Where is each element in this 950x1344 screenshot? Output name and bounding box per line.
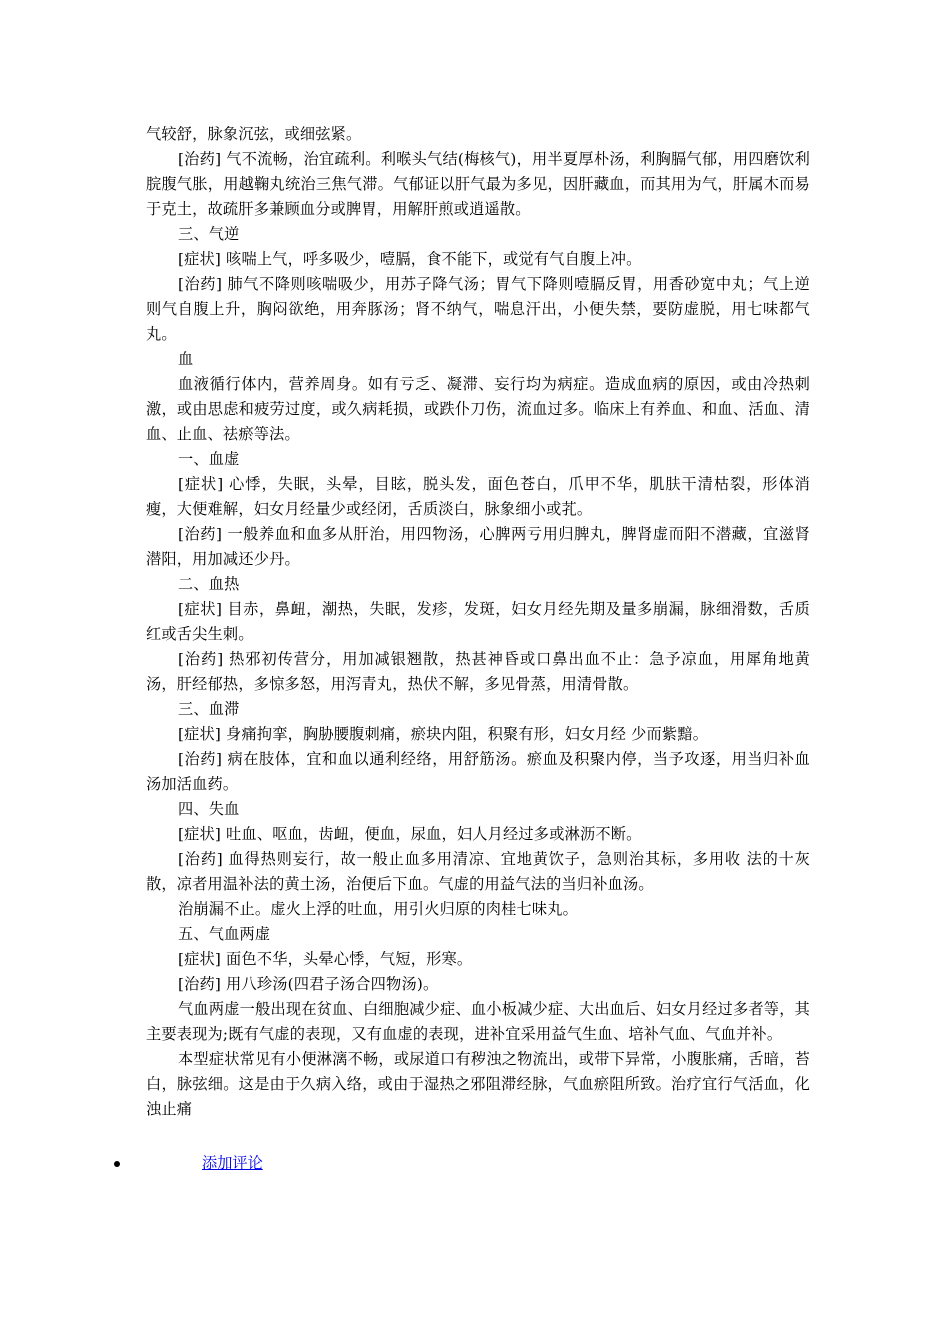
section-heading: 血 (178, 350, 194, 368)
article-body (146, 122, 810, 1122)
bullet-icon (114, 1161, 120, 1167)
paragraph: [症状] 面色不华，头晕心悸，气短，形寒。 (178, 950, 473, 968)
paragraph: [症状] 吐血、呕血，齿衄，便血，尿血，妇人月经过多或淋沥不断。 (178, 825, 642, 843)
paragraph: [症状] 心悸，失眠，头晕，目眩，脱头发，面色苍白，爪甲不华，肌肤干清枯裂，形体消瘦，大便难解，妇女月经量少或经闭，舌质淡白，脉象细小或芤。 (146, 475, 810, 518)
paragraph: [治药] 肺气不降则咳喘吸少，用苏子降气汤；胃气下降则噎膈反胃，用香砂宽中丸；气上逆则气自腹上升，胸闷欲绝，用奔豚汤；肾不纳气，喘息汗出，小便失禁，要防虚脱，用七味都气丸。 (146, 275, 810, 343)
add-comment-link[interactable]: 添加评论 (202, 1154, 263, 1172)
paragraph: [症状] 咳喘上气，呼多吸少，噎膈，食不能下，或觉有气自腹上冲。 (178, 250, 642, 268)
section-heading: 三、气逆 (178, 225, 240, 243)
section-heading: 五、气血两虚 (178, 925, 271, 943)
paragraph: [治药] 病在肢体，宜和血以通利经络，用舒筋汤。瘀血及积聚内停，当予攻逐，用当归补血汤加活血药。 (146, 750, 810, 793)
section-heading: 二、血热 (178, 575, 240, 593)
paragraph: 血液循行体内，营养周身。如有亏乏、凝滞、妄行均为病症。造成血病的原因，或由冷热刺激，或由思虑和疲劳过度，或久病耗损，或跌仆刀伤，流血过多。临床上有养血、和血、活血、清血、止血、祛瘀等法。 (146, 375, 810, 443)
paragraph: [治药] 用八珍汤(四君子汤合四物汤)。 (178, 975, 439, 993)
paragraph: 本型症状常见有小便淋漓不畅，或尿道口有秽浊之物流出，或带下异常，小腹胀痛，舌暗，苔白，脉弦细。这是由于久病入络，或由于湿热之邪阻滞经脉，气血瘀阻所致。治疗宜行气活血，化浊止痛 (146, 1050, 810, 1118)
paragraph: 气较舒，脉象沉弦，或细弦紧。 (146, 125, 362, 143)
paragraph: [治药] 血得热则妄行，故一般止血多用清凉、宜地黄饮子，急则治其标，多用收 法的十灰散，凉者用温补法的黄土汤，治便后下血。气虚的用益气法的当归补血汤。 (146, 850, 810, 893)
paragraph: [治药] 热邪初传营分，用加减银翘散，热甚神昏或口鼻出血不止：急予凉血，用犀角地黄汤，肝经郁热，多惊多怒，用泻青丸，热伏不解，多见骨蒸，用清骨散。 (146, 650, 810, 693)
paragraph: 气血两虚一般出现在贫血、白细胞减少症、血小板减少症、大出血后、妇女月经过多者等，其主要表现为;既有气虚的表现，又有血虚的表现，进补宜采用益气生血、培补气血、气血并补。 (146, 1000, 810, 1043)
paragraph: [症状] 目赤，鼻衄，潮热，失眠，发疹，发斑，妇女月经先期及量多崩漏，脉细滑数，舌质红或舌尖生刺。 (146, 600, 810, 643)
section-heading: 一、血虚 (178, 450, 240, 468)
paragraph: [症状] 身痛拘挛，胸胁腰腹刺痛，瘀块内阻，积聚有形，妇女月经 少而紫黯。 (178, 725, 709, 743)
section-heading: 三、血滞 (178, 700, 240, 718)
comment-footer (114, 1152, 263, 1174)
paragraph: [治药] 一般养血和血多从肝治，用四物汤，心脾两亏用归脾丸，脾肾虚而阳不潜藏，宜滋肾潜阳，用加减还少丹。 (146, 525, 810, 568)
paragraph: [治药] 气不流畅，治宜疏利。利喉头气结(梅核气)，用半夏厚朴汤，利胸膈气郁，用四磨饮利脘腹气胀，用越鞠丸统治三焦气滞。气郁证以肝气最为多见，因肝藏血，而其用为气，肝属木而易于克土，故疏肝多兼顾血分或脾胃，用解肝煎或逍遥散。 (146, 150, 810, 218)
section-heading: 四、失血 (178, 800, 240, 818)
paragraph: 治崩漏不止。虚火上浮的吐血，用引火归原的肉桂七味丸。 (178, 900, 579, 918)
